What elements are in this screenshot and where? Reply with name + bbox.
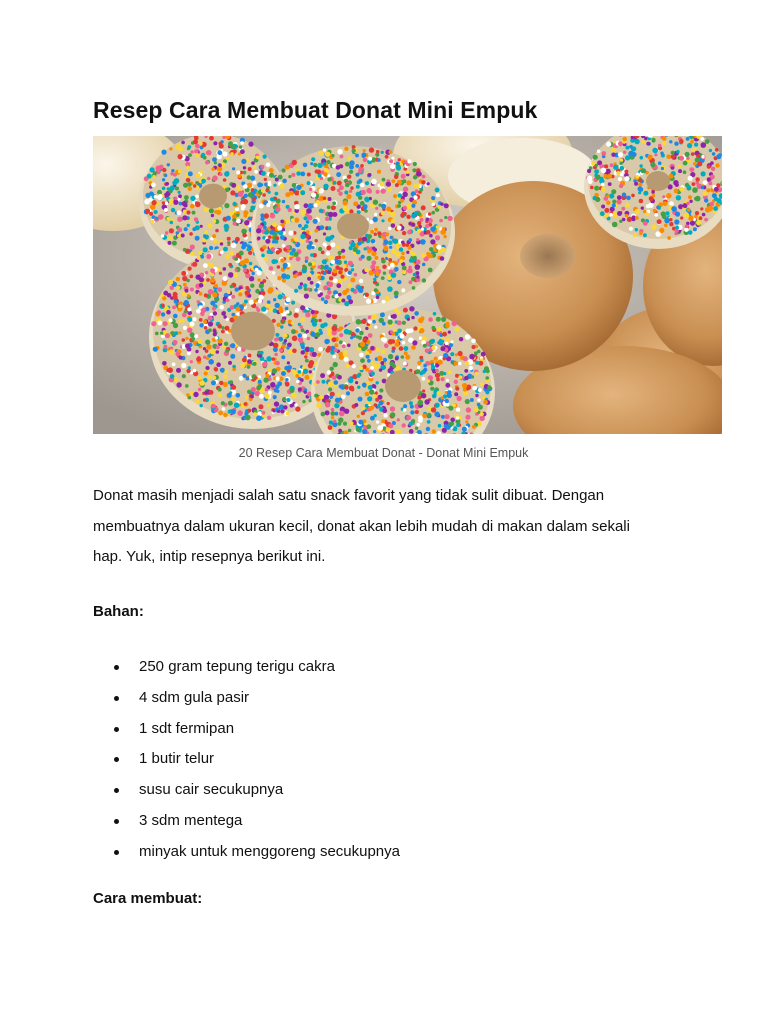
list-item [93,685,400,716]
bullet-icon [114,665,119,670]
ingredient-text: 250 gram tepung terigu cakra [139,658,335,675]
intro-line: hap. Yuk, intip resepnya berikut ini. [93,548,326,565]
ingredient-text: 3 sdm mentega [139,811,243,829]
bullet-icon [114,850,119,855]
ingredient-text: 4 sdm gula pasir [139,688,250,706]
intro-paragraph [93,481,673,573]
list-item [93,716,400,747]
ingredient-list [93,654,400,870]
intro-line: Donat masih menjadi salah satu snack favorit yang tidak sulit dibuat. Dengan [93,487,605,504]
ingredient-text: susu cair secukupnya [139,781,284,799]
list-item [93,654,400,685]
ingredient-text: minyak untuk menggoreng secukupnya [139,842,400,860]
bullet-icon [114,696,119,701]
bahan-heading: Bahan: [93,603,144,620]
bullet-icon [114,757,119,762]
ingredient-text: 1 butir telur [139,750,215,768]
article-title: Resep Cara Membuat Donat Mini Empuk [93,97,538,123]
intro-line: membuatnya dalam ukuran kecil, donat akan lebih mudah di makan dalam sekali [93,517,630,535]
list-item [93,746,400,777]
donut-photo [93,136,722,434]
donut-illustration [93,136,722,434]
list-item [93,808,400,839]
ingredient-text: 1 sdt fermipan [139,719,235,737]
cara-heading: Cara membuat: [93,890,203,907]
list-item [93,839,400,870]
image-caption: 20 Resep Cara Membuat Donat - Donat Mini Empuk [238,446,529,460]
bullet-icon [114,727,119,732]
bullet-icon [114,819,119,824]
bullet-icon [114,788,119,793]
list-item [93,777,400,808]
